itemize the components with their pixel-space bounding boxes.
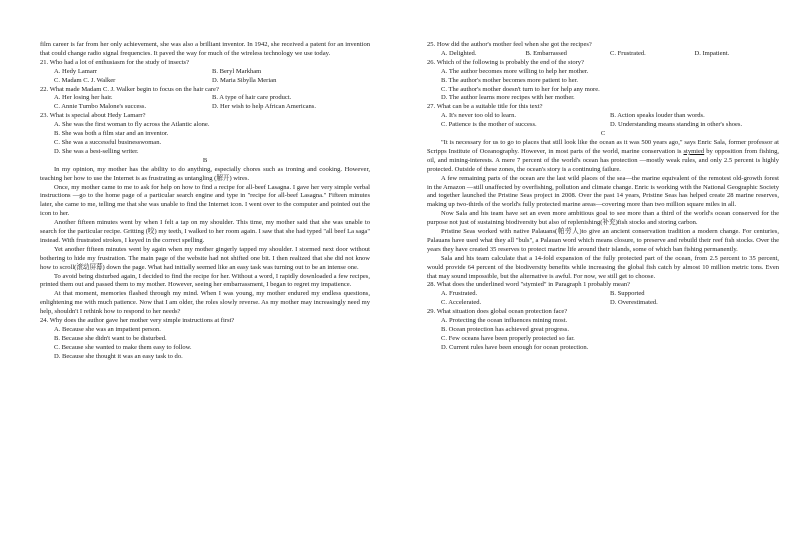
question-27-option-c[interactable]: C. Patience is the mother of success.: [441, 121, 537, 129]
question-28-stem: 28. What does the underlined word "stymied" in Paragraph 1 probably mean?: [427, 281, 631, 289]
question-27-options-row-1: [427, 112, 779, 121]
question-27-options-row-2: [427, 121, 779, 130]
question-29-option-c[interactable]: C. Few oceans have been properly protected so far.: [441, 334, 575, 342]
question-29-option-d[interactable]: D. Current rules have been enough for ocean protection.: [441, 343, 589, 351]
question-23-option-c[interactable]: C. She was a successful businesswoman.: [54, 138, 162, 146]
question-28-option-d[interactable]: D. Overestimated.: [610, 299, 658, 307]
question-21-options-row-2: [40, 77, 370, 86]
passage-b-paragraph-3: Another fifteen minutes went by when I felt a tap on my shoulder. This time, my mother said that she was unable to search for the particular recipe. Gritting (咬) my teeth, I walked to her room again. I saw that she had typed "all beef La saga" instead. With frustrated strokes, I keyed in the correct spelling.: [40, 219, 370, 244]
question-23-option-b[interactable]: B. She was both a film star and an inventor.: [54, 130, 169, 138]
question-21-stem: 21. Who had a lot of enthusiasm for the study of insects?: [40, 58, 189, 66]
question-24-option-b[interactable]: B. Because she didn't want to be disturbed.: [54, 334, 167, 342]
question-22-option-c[interactable]: C. Annie Turnbo Malone's success.: [54, 103, 147, 111]
question-28-option-b[interactable]: B. Supported: [610, 290, 645, 298]
question-26-stem: 26. Which of the following is probably the end of the story?: [427, 58, 584, 66]
question-24-option-a[interactable]: A. Because she was an impatient person.: [54, 326, 161, 333]
question-29-option-a[interactable]: A. Protecting the ocean influences mining most.: [441, 317, 568, 325]
question-28-option-c[interactable]: C. Accelerated.: [441, 299, 482, 307]
question-21-options-row-1: [40, 68, 370, 77]
passage-b-paragraph-4: Yet another fifteen minutes went by again when my mother gingerly tapped my shoulder. I stormed next door without bothering to hide my frustration. The main page of the website had not shifted one bit. I then realized that she did not know how to scroll(滚动屏幕) down the page. What had initially seemed like an easy task was turning out to be an intense one.: [40, 245, 370, 271]
question-27-option-d[interactable]: D. Understanding means standing in other's shoes.: [610, 121, 743, 129]
question-29-option-b[interactable]: B. Ocean protection has achieved great progress.: [441, 326, 569, 333]
right-column: [427, 41, 779, 353]
question-28-option-a[interactable]: A. Frustrated.: [441, 290, 478, 298]
section-b-heading: B: [202, 156, 208, 164]
underlined-word-stymied: stymied: [683, 147, 705, 155]
question-25-option-d[interactable]: D. Impatient.: [694, 49, 730, 57]
question-23-option-a[interactable]: A. She was the first woman to fly across the Atlantic alone.: [54, 121, 210, 129]
passage-c-paragraph-4: Pristine Seas worked with native Palauans(帕劳人)to give an ancient conservation tradition a modern change. For centuries, Palauans have used what they all "buls", a Palauan word which means closure, to preserve and rebuild their reef fish stocks. Over the years they have created 35 reserves to protect marine life around their islands, some of which ban fishing permanently.: [427, 228, 779, 253]
question-22-option-b[interactable]: B. A type of hair care product.: [212, 94, 292, 102]
question-26-option-c[interactable]: C. The author's mother doesn't turn to her for help any more.: [441, 85, 600, 93]
passage-b-paragraph-6: At that moment, memories flashed through my mind. When I was young, my mother endured my endless questions, enlightening me with much patience. Now that I am older, the roles slowly reverse. As my mother may increasingly need my help, shouldn't I rethink how to respond to her needs?: [40, 290, 370, 316]
question-28-options-row-2: [427, 299, 779, 308]
left-column: [40, 41, 370, 362]
passage-b-paragraph-5: To avoid being disturbed again, I decided to find the recipe for her. Without a word, I rapidly downloaded a few recipes, printed them out and passed them to my mother. However, seeing her embarrassment, I began to regret my impatience.: [40, 272, 370, 289]
question-22-stem: 22. What made Madam C. J. Walker begin to focus on the hair care?: [40, 85, 219, 93]
question-22-option-d[interactable]: D. Her wish to help African Americans.: [212, 103, 316, 111]
question-22-options-row-1: [40, 94, 370, 103]
question-25-option-c[interactable]: C. Frustrated.: [610, 49, 646, 57]
question-24-option-d[interactable]: D. Because she thought it was an easy task to do.: [54, 352, 183, 360]
passage-a-ending: film career is far from her only achievement, she was also a brilliant inventor. In 1942, she received a patent for an invention that could change radio signal frequencies. It paved the way for much of the wireless technology we use today.: [40, 41, 370, 57]
question-26-option-b[interactable]: B. The author's mother becomes more patient to her.: [441, 76, 579, 84]
question-29-stem: 29. What situation does global ocean protection face?: [427, 308, 568, 316]
question-23-option-d[interactable]: D. She was a best-selling writer.: [54, 147, 139, 155]
question-26-option-d[interactable]: D. The author learns more recipes with her mother.: [441, 94, 575, 102]
question-25-option-a[interactable]: A. Delighted.: [441, 49, 477, 57]
passage-b-paragraph-2: Once, my mother came to me to ask for help on how to find a recipe for all-beef Lasagna. I gave her very simple verbal instructions —go to the home page of a particular search engine and type in "recipe for all-beef Lasagna." Fifteen minutes later, she came to me, telling me that she was unable to find the Internet icon. I went over to the computer and pointed out the icon to her.: [40, 183, 370, 218]
question-24-stem: 24. Why does the author gave her mother very simple instructions at first?: [40, 317, 235, 325]
question-27-stem: 27. What can be a suitable title for this text?: [427, 103, 543, 111]
question-25-options: [427, 50, 779, 59]
question-28-options-row-1: [427, 290, 779, 299]
question-21-option-a[interactable]: A. Hedy Lamarr: [54, 67, 98, 75]
question-26-option-a[interactable]: A. The author becomes more willing to help her mother.: [441, 67, 589, 75]
question-21-option-d[interactable]: D. Maria Sibylla Merian: [212, 76, 277, 84]
question-25-option-b[interactable]: B. Embarrassed: [525, 49, 567, 57]
question-23-stem: 23. What is special about Hedy Lamarr?: [40, 112, 146, 120]
passage-c-paragraph-2: A few remaining parts of the ocean are the last wild places of the sea—the marine equivalent of the remotest old-growth forest in the Amazon —still unaffected by overfishing, pollution and climate change. Enric is working with the National Geographic Society and together launched the Pristine Seas project in 2008. Over the past 14 years, Pristine Seas has helped create 28 marine reserves, making up two-thirds of the world's fully protected marine areas—covering more than two million square miles in all.: [427, 174, 779, 209]
question-27-option-b[interactable]: B. Action speaks louder than words.: [610, 112, 705, 120]
question-21-option-b[interactable]: B. Beryl Markham: [212, 67, 262, 75]
passage-c-paragraph-5: Sala and his team calculate that a 14-fold expansion of the fully protected part of the ocean, from 2.5 percent to 35 percent, would provide 64 percent of the biodiversity benefits while increasing the global fish catch by almost 10 million metric tons. Even that may sound impossible, but the alternative is awful. For now, we still get to choose.: [427, 254, 779, 280]
question-22-option-a[interactable]: A. Her losing her hair.: [54, 94, 113, 102]
question-22-options-row-2: [40, 103, 370, 112]
question-25-stem: 25. How did the author's mother feel when she got the recipes?: [427, 41, 592, 48]
passage-c-paragraph-3: Now Sala and his team have set an even more ambitious goal to see more than a third of the world's ocean conserved for the purpose not just of sustaining biodiversity but also of replenishing(补充)fish stocks and storing carbon.: [427, 210, 779, 227]
passage-c-paragraph-1: [427, 139, 779, 175]
question-24-option-c[interactable]: C. Because she wanted to make them easy to follow.: [54, 343, 192, 351]
section-c-heading: C: [600, 130, 606, 138]
question-21-option-c[interactable]: C. Madam C. J. Walker: [54, 76, 116, 84]
passage-b-paragraph-1: In my opinion, my mother has the ability to do anything, especially chores such as ironing and cooking. However, teaching her how to use the Internet is as frustrating as untangling (解开) wires.: [40, 165, 370, 182]
passage-c-paragraph-1-start: "It is necessary for us to go to places that still look like the ocean as it was 500 years ago," says Enric Sala, former professor at Scripps Institute of Oceanography. However, in most parts of the world, marine conservation is: [427, 138, 779, 155]
question-27-option-a[interactable]: A. It's never too old to learn.: [441, 112, 516, 120]
passage-c-paragraph-1-end: by opposition from fishing, oil, and mining-interests. A mere 7 percent of the world's ocean has protection —mostly weak rules, and only 2.5 percent is highly protected. Outside of these zones, the ocean's story is a continuing failure.: [427, 147, 779, 173]
